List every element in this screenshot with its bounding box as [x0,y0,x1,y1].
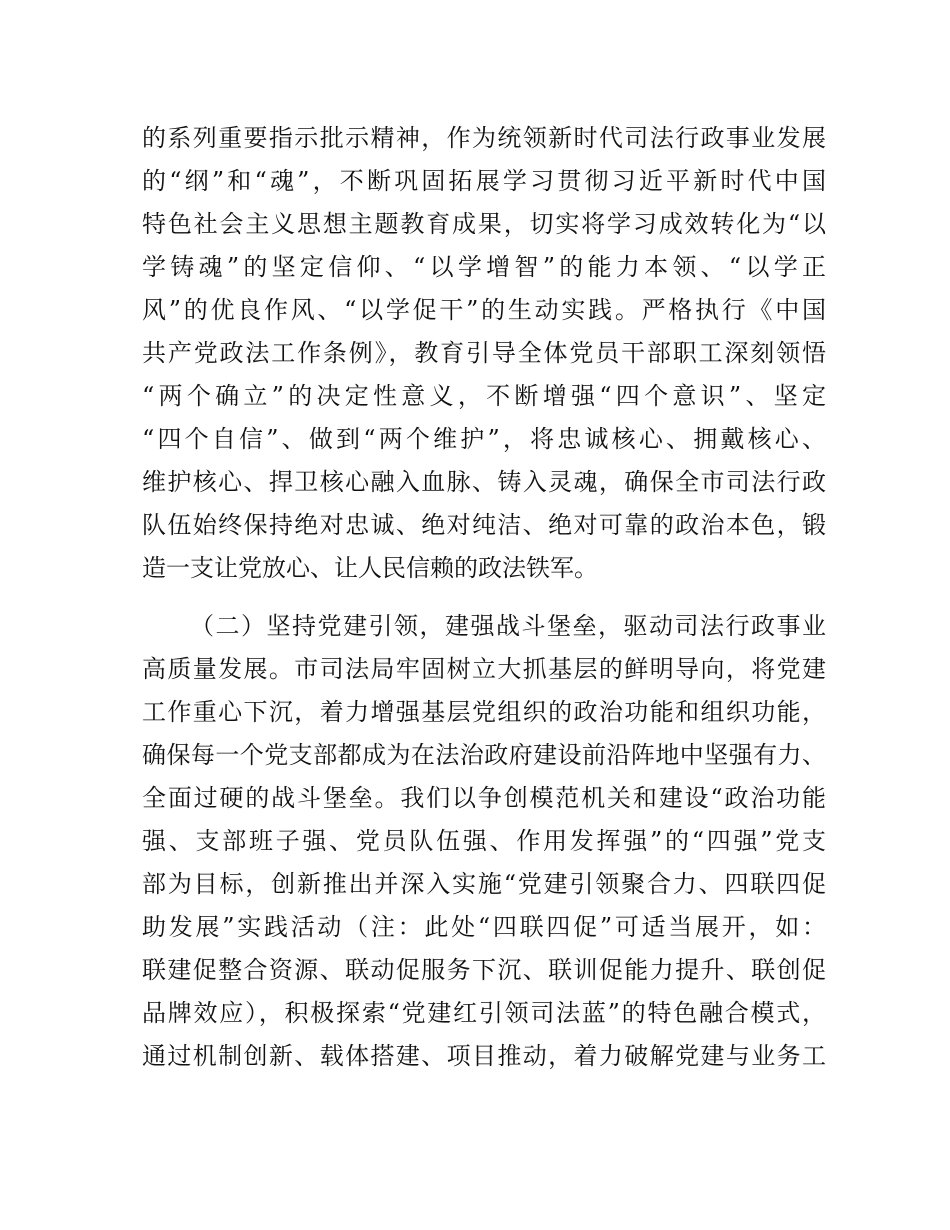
text-line: 全面过硬的战斗堡垒。我们以争创模范机关和建设“政治功能 [142,784,826,812]
text-line: 造一支让党放心、让人民信赖的政法铁军。 [142,554,598,582]
text-line: 特色社会主义思想主题教育成果，切实将学习成效转化为“以 [142,210,826,238]
text-line: 工作重心下沉，着力增强基层党组织的政治功能和组织功能， [142,698,826,726]
text-line: 共产党政法工作条例》，教育引导全体党员干部职工深刻领悟 [142,339,826,367]
text-line: 助发展”实践活动（注：此处“四联四促”可适当展开，如： [142,913,826,941]
text-line: 品牌效应），积极探索“党建红引领司法蓝”的特色融合模式， [142,999,826,1027]
paragraph-1 [142,117,826,590]
text-line: 维护核心、捍卫核心融入血脉、铸入灵魂，确保全市司法行政 [142,468,826,496]
text-line: 风”的优良作风、“以学促干”的生动实践。严格执行《中国 [142,296,826,324]
text-line: 的系列重要指示批示精神，作为统领新时代司法行政事业发展 [142,124,826,152]
text-line: “四个自信”、做到“两个维护”，将忠诚核心、拥戴核心、 [142,425,826,453]
text-line: 通过机制创新、载体搭建、项目推动，着力破解党建与业务工 [142,1042,826,1070]
text-line: 强、支部班子强、党员队伍强、作用发挥强”的“四强”党支 [142,827,826,855]
paragraph-2 [142,605,826,1078]
text-line: 部为目标，创新推出并深入实施“党建引领聚合力、四联四促 [142,870,826,898]
text-line: 学铸魂”的坚定信仰、“以学增智”的能力本领、“以学正 [142,253,826,281]
text-line: （二）坚持党建引领，建强战斗堡垒，驱动司法行政事业 [190,612,826,640]
text-line: 队伍始终保持绝对忠诚、绝对纯洁、绝对可靠的政治本色，锻 [142,511,826,539]
text-line: 高质量发展。市司法局牢固树立大抓基层的鲜明导向，将党建 [142,655,826,683]
text-line: 的“纲”和“魂”，不断巩固拓展学习贯彻习近平新时代中国 [142,167,826,195]
text-line: 联建促整合资源、联动促服务下沉、联训促能力提升、联创促 [142,956,826,984]
text-line: “两个确立”的决定性意义，不断增强“四个意识”、坚定 [142,382,826,410]
text-line: 确保每一个党支部都成为在法治政府建设前沿阵地中坚强有力、 [142,741,826,769]
